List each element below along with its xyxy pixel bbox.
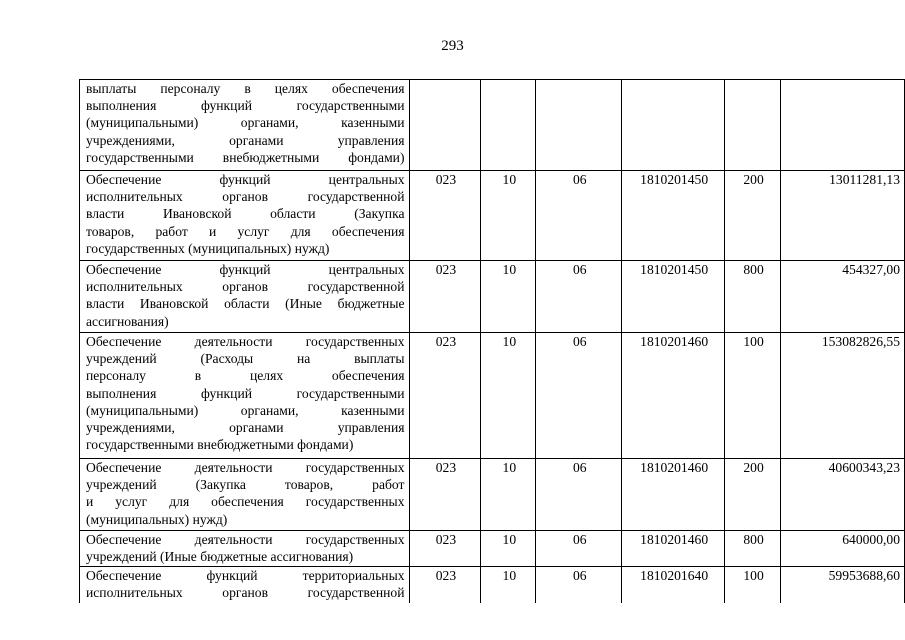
description-line: исполнительных органов государственной (86, 279, 405, 295)
expense-type-cell: 800 (725, 531, 781, 567)
description-line: Обеспечение деятельности государственных (86, 460, 405, 475)
table-row (80, 459, 905, 531)
description-line: учреждений (Расходы на выплаты (86, 351, 405, 367)
subsection-code-cell: 06 (536, 261, 622, 333)
ministry-code-cell: 023 (409, 567, 481, 603)
section-code-cell: 10 (481, 459, 536, 531)
ministry-code-cell: 023 (409, 531, 481, 567)
description-line: учреждениями, органами управления (86, 132, 405, 148)
expense-type-cell: 200 (725, 459, 781, 531)
target-article-cell: 1810201460 (622, 531, 725, 567)
target-article-cell: 1810201640 (622, 567, 725, 603)
expense-type-cell: 100 (725, 567, 781, 603)
table-row (80, 333, 905, 459)
subsection-code-cell: 06 (536, 567, 622, 603)
description-cell (80, 80, 410, 171)
ministry-code-cell: 023 (409, 171, 481, 261)
amount-cell: 40600343,23 (781, 459, 905, 531)
amount-cell: 454327,00 (781, 261, 905, 333)
description-line: исполнительных органов государственной (86, 189, 405, 205)
description-line: государственных (муниципальных) нужд) (86, 240, 330, 256)
description-line: учреждениями, органами управления (86, 420, 405, 436)
description-cell (80, 567, 410, 603)
ministry-code-cell (409, 80, 481, 171)
description-line: персоналу в целях обеспечения (86, 368, 405, 384)
target-article-cell: 1810201460 (622, 333, 725, 459)
description-line: выполнения функций государственными (86, 385, 405, 401)
description-line: Обеспечение функций центральных (86, 262, 405, 277)
description-line: (муниципальными) органами, казенными (86, 115, 405, 131)
expense-type-cell (725, 80, 781, 171)
subsection-code-cell: 06 (536, 333, 622, 459)
target-article-cell: 1810201460 (622, 459, 725, 531)
description-cell (80, 333, 410, 459)
description-line: учреждений (Иные бюджетные ассигнования) (86, 549, 354, 565)
section-code-cell: 10 (481, 333, 536, 459)
subsection-code-cell: 06 (536, 459, 622, 531)
description-line: выполнения функций государственными (86, 98, 405, 114)
section-code-cell: 10 (481, 171, 536, 261)
section-code-cell: 10 (481, 531, 536, 567)
ministry-code-cell: 023 (409, 459, 481, 531)
description-line: товаров, работ и услуг для обеспечения (86, 223, 405, 239)
expense-type-cell: 100 (725, 333, 781, 459)
ministry-code-cell: 023 (409, 333, 481, 459)
amount-cell (781, 80, 905, 171)
ministry-code-cell: 023 (409, 261, 481, 333)
description-line: Обеспечение функций территориальных (86, 568, 405, 583)
description-line: государственными внебюджетными фондами) (86, 149, 405, 165)
table-row (80, 531, 905, 567)
description-line: власти Ивановской области (Закупка (86, 206, 405, 222)
description-line: учреждений (Закупка товаров, работ (86, 477, 405, 493)
description-line: Обеспечение деятельности государственных (86, 532, 405, 547)
expense-type-cell: 800 (725, 261, 781, 333)
table-row (80, 80, 905, 171)
subsection-code-cell: 06 (536, 531, 622, 567)
description-line: исполнительных органов государственной (86, 585, 405, 601)
subsection-code-cell (536, 80, 622, 171)
description-line: (муниципальными) органами, казенными (86, 402, 405, 418)
description-cell (80, 459, 410, 531)
table-row (80, 171, 905, 261)
description-line: выплаты персоналу в целях обеспечения (86, 81, 405, 96)
expense-type-cell: 200 (725, 171, 781, 261)
target-article-cell: 1810201450 (622, 171, 725, 261)
target-article-cell (622, 80, 725, 171)
description-line: Обеспечение функций центральных (86, 172, 405, 187)
description-cell (80, 531, 410, 567)
section-code-cell: 10 (481, 567, 536, 603)
table-row (80, 567, 905, 603)
page-number: 293 (441, 38, 464, 54)
section-code-cell: 10 (481, 261, 536, 333)
amount-cell: 640000,00 (781, 531, 905, 567)
description-line: (муниципальных) нужд) (86, 511, 228, 527)
description-cell (80, 261, 410, 333)
table-row (80, 261, 905, 333)
amount-cell: 153082826,55 (781, 333, 905, 459)
description-line: Обеспечение деятельности государственных (86, 334, 405, 349)
amount-cell: 59953688,60 (781, 567, 905, 603)
budget-table (79, 79, 905, 603)
description-cell (80, 171, 410, 261)
description-line: государственными внебюджетными фондами) (86, 437, 354, 453)
description-line: ассигнования) (86, 313, 169, 329)
section-code-cell (481, 80, 536, 171)
description-line: и услуг для обеспечения государственных (86, 494, 405, 510)
amount-cell: 13011281,13 (781, 171, 905, 261)
target-article-cell: 1810201450 (622, 261, 725, 333)
description-line: власти Ивановской области (Иные бюджетные (86, 296, 405, 312)
subsection-code-cell: 06 (536, 171, 622, 261)
